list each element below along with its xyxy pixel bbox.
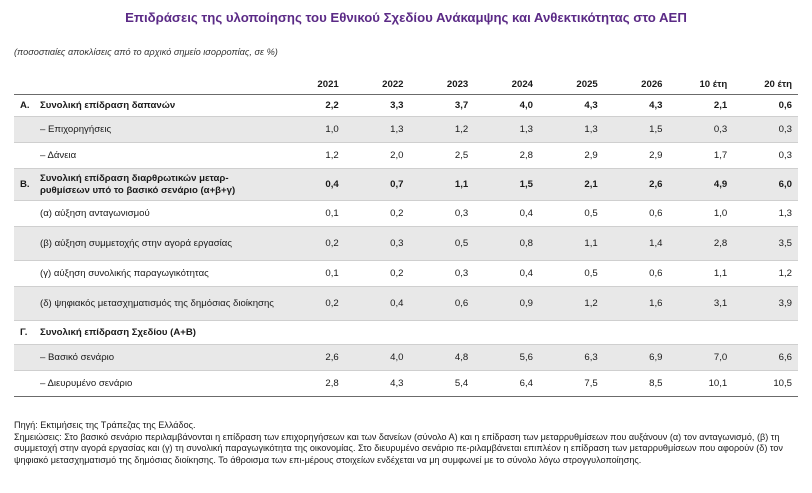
- row-code: [14, 345, 38, 371]
- value-cell: [604, 321, 669, 345]
- value-cell: [410, 321, 475, 345]
- row-label: – Διευρυμένο σενάριο: [38, 371, 280, 397]
- value-cell: 2,6: [604, 169, 669, 201]
- value-cell: 4,0: [474, 95, 539, 117]
- value-cell: 0,3: [733, 143, 798, 169]
- value-cell: 2,8: [669, 227, 734, 261]
- source-note: Πηγή: Εκτιμήσεις της Τράπεζας της Ελλάδος.: [14, 420, 196, 430]
- value-cell: 1,7: [669, 143, 734, 169]
- value-cell: 1,3: [539, 117, 604, 143]
- value-cell: 0,2: [345, 261, 410, 287]
- table-body: [14, 95, 798, 397]
- value-cell: 1,6: [604, 287, 669, 321]
- value-cell: 2,8: [280, 371, 345, 397]
- value-cell: 4,3: [604, 95, 669, 117]
- row-code: Α.: [14, 95, 38, 117]
- value-cell: 2,2: [280, 95, 345, 117]
- footnote-text: Σημειώσεις: Στο βασικό σενάριο περιλαμβάνονται η επίδραση των επιχορηγήσεων και των δανείων (σύνολο Α) και η επίδραση των μεταρρυθμίσεων που αυξάνουν (α) τον ανταγωνισμό, (β) τη συμμετοχή στην αγορά εργασίας και (γ) τη συνολική παραγωγικότητα της οικονομίας. Στο διευρυμένο σενάριο πε-ριλαμβάνεται επιπλέον η επίδραση των μεταρρυθμίσεων που αφορούν (δ) τον ψηφιακό μετασχηματισμό της δημόσιας διοίκησης. Το άθροισμα των επι-μέρους στοιχείων ενδέχεται να μη συμφωνεί με το σύνολο λόγω στρογγυλοποίησης.: [14, 431, 783, 465]
- value-cell: 3,9: [733, 287, 798, 321]
- value-cell: 4,9: [669, 169, 734, 201]
- value-cell: 2,6: [280, 345, 345, 371]
- value-cell: 6,0: [733, 169, 798, 201]
- row-code: [14, 201, 38, 227]
- value-cell: 1,4: [604, 227, 669, 261]
- value-cell: 3,7: [410, 95, 475, 117]
- value-cell: 7,5: [539, 371, 604, 397]
- row-label: Συνολική επίδραση Σχεδίου (Α+Β): [38, 321, 280, 345]
- value-cell: 0,8: [474, 227, 539, 261]
- row-label: Συνολική επίδραση δαπανών: [38, 95, 280, 117]
- value-cell: [280, 321, 345, 345]
- table-row: [14, 261, 798, 287]
- column-header: 20 έτη: [733, 75, 798, 95]
- value-cell: 0,5: [539, 201, 604, 227]
- value-cell: 6,3: [539, 345, 604, 371]
- value-cell: 0,4: [345, 287, 410, 321]
- value-cell: 1,5: [474, 169, 539, 201]
- row-label: – Βασικό σενάριο: [38, 345, 280, 371]
- value-cell: 7,0: [669, 345, 734, 371]
- value-cell: 2,5: [410, 143, 475, 169]
- value-cell: 1,1: [539, 227, 604, 261]
- value-cell: 4,3: [539, 95, 604, 117]
- table-row: [14, 117, 798, 143]
- value-cell: 10,5: [733, 371, 798, 397]
- row-label: (β) αύξηση συμμετοχής στην αγορά εργασίας: [38, 227, 280, 261]
- column-header: 10 έτη: [669, 75, 734, 95]
- value-cell: 3,3: [345, 95, 410, 117]
- value-cell: 0,3: [410, 201, 475, 227]
- row-code: [14, 143, 38, 169]
- page-title: Επιδράσεις της υλοποίησης του Εθνικού Σχεδίου Ανάκαμψης και Ανθεκτικότητας στο ΑΕΠ: [125, 10, 687, 25]
- value-cell: 6,6: [733, 345, 798, 371]
- value-cell: 0,1: [280, 261, 345, 287]
- table-row: [14, 345, 798, 371]
- value-cell: 0,4: [474, 201, 539, 227]
- value-cell: [539, 321, 604, 345]
- value-cell: 2,1: [669, 95, 734, 117]
- header-empty: [38, 75, 280, 95]
- value-cell: 4,3: [345, 371, 410, 397]
- value-cell: 1,2: [733, 261, 798, 287]
- table-row: [14, 371, 798, 397]
- value-cell: 0,6: [604, 201, 669, 227]
- value-cell: 4,8: [410, 345, 475, 371]
- value-cell: 1,5: [604, 117, 669, 143]
- value-cell: 0,4: [280, 169, 345, 201]
- value-cell: 0,6: [410, 287, 475, 321]
- row-code: Γ.: [14, 321, 38, 345]
- value-cell: [345, 321, 410, 345]
- value-cell: 0,6: [604, 261, 669, 287]
- value-cell: [733, 321, 798, 345]
- value-cell: 2,9: [604, 143, 669, 169]
- row-code: [14, 261, 38, 287]
- value-cell: [474, 321, 539, 345]
- value-cell: 0,2: [280, 287, 345, 321]
- value-cell: 4,0: [345, 345, 410, 371]
- gdp-effects-table: [14, 75, 798, 397]
- value-cell: [669, 321, 734, 345]
- table-row: [14, 169, 798, 201]
- value-cell: 0,3: [345, 227, 410, 261]
- value-cell: 0,3: [410, 261, 475, 287]
- column-header: 2024: [474, 75, 539, 95]
- row-code: Β.: [14, 169, 38, 201]
- value-cell: 1,2: [410, 117, 475, 143]
- row-code: [14, 287, 38, 321]
- value-cell: 6,9: [604, 345, 669, 371]
- value-cell: 5,6: [474, 345, 539, 371]
- table-row: [14, 95, 798, 117]
- value-cell: 1,3: [345, 117, 410, 143]
- value-cell: 1,3: [733, 201, 798, 227]
- column-header: 2021: [280, 75, 345, 95]
- row-label: – Δάνεια: [38, 143, 280, 169]
- value-cell: 0,3: [733, 117, 798, 143]
- value-cell: 6,4: [474, 371, 539, 397]
- value-cell: 0,1: [280, 201, 345, 227]
- row-label: Συνολική επίδραση διαρθρωτικών μεταρ-ρυθμίσεων υπό το βασικό σενάριο (α+β+γ): [38, 169, 280, 201]
- value-cell: 2,0: [345, 143, 410, 169]
- row-label: (γ) αύξηση συνολικής παραγωγικότητας: [38, 261, 280, 287]
- value-cell: 2,9: [539, 143, 604, 169]
- value-cell: 0,3: [669, 117, 734, 143]
- row-code: [14, 227, 38, 261]
- value-cell: 10,1: [669, 371, 734, 397]
- value-cell: 1,1: [669, 261, 734, 287]
- table-header-row: [14, 75, 798, 95]
- value-cell: 5,4: [410, 371, 475, 397]
- value-cell: 2,1: [539, 169, 604, 201]
- value-cell: 0,9: [474, 287, 539, 321]
- table-row: [14, 201, 798, 227]
- value-cell: 1,1: [410, 169, 475, 201]
- row-code: [14, 371, 38, 397]
- value-cell: 3,1: [669, 287, 734, 321]
- value-cell: 1,2: [280, 143, 345, 169]
- table-row: [14, 227, 798, 261]
- value-cell: 8,5: [604, 371, 669, 397]
- table-notes: [14, 420, 800, 466]
- value-cell: 0,2: [280, 227, 345, 261]
- value-cell: 0,4: [474, 261, 539, 287]
- value-cell: 0,5: [539, 261, 604, 287]
- value-cell: 1,0: [280, 117, 345, 143]
- table-row: [14, 321, 798, 345]
- row-label: (α) αύξηση ανταγωνισμού: [38, 201, 280, 227]
- row-code: [14, 117, 38, 143]
- value-cell: 1,2: [539, 287, 604, 321]
- column-header: 2022: [345, 75, 410, 95]
- value-cell: 1,0: [669, 201, 734, 227]
- table-row: [14, 143, 798, 169]
- table-subtitle: (ποσοστιαίες αποκλίσεις από το αρχικό σημείο ισορροπίας, σε %): [14, 47, 278, 57]
- table-row: [14, 287, 798, 321]
- value-cell: 3,5: [733, 227, 798, 261]
- column-header: 2026: [604, 75, 669, 95]
- header-empty: [14, 75, 38, 95]
- column-header: 2025: [539, 75, 604, 95]
- value-cell: 0,7: [345, 169, 410, 201]
- value-cell: 0,2: [345, 201, 410, 227]
- row-label: (δ) ψηφιακός μετασχηματισμός της δημόσιας διοίκησης: [38, 287, 280, 321]
- column-header: 2023: [410, 75, 475, 95]
- value-cell: 0,5: [410, 227, 475, 261]
- value-cell: 1,3: [474, 117, 539, 143]
- value-cell: 2,8: [474, 143, 539, 169]
- value-cell: 0,6: [733, 95, 798, 117]
- row-label: – Επιχορηγήσεις: [38, 117, 280, 143]
